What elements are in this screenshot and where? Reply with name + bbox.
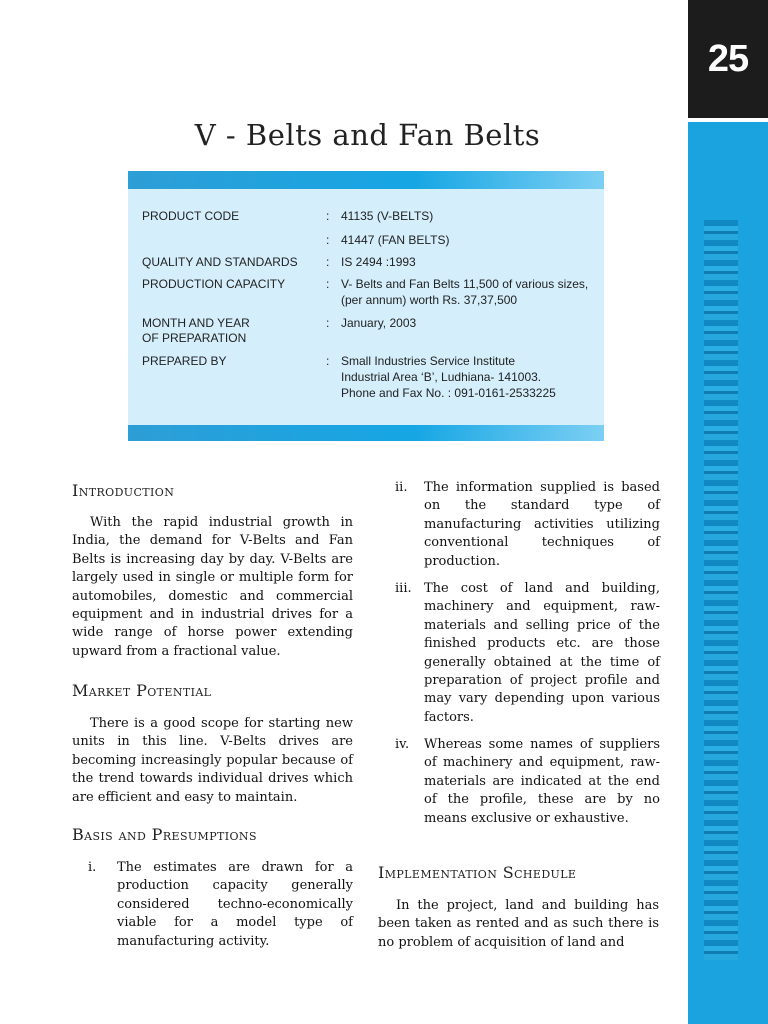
- info-value: IS 2494 :1993: [341, 255, 416, 269]
- list-number: ii.: [395, 480, 408, 495]
- implementation-heading: Implementation Schedule: [378, 863, 577, 882]
- info-colon: :: [326, 255, 330, 269]
- info-label: QUALITY AND STANDARDS: [142, 255, 298, 269]
- info-value: Phone and Fax No. : 091-0161-2533225: [341, 386, 556, 400]
- info-value: Industrial Area ‘B’, Ludhiana- 141003.: [341, 370, 542, 384]
- info-value: 41135 (V-BELTS): [341, 209, 434, 223]
- list-number: iv.: [395, 737, 410, 752]
- introduction-paragraph: With the rapid industrial growth in India, the demand for V-Belts and Fan Belts is increasing day by day. V-Belts are largely used in single or multiple form for automobiles, domestic and commercial equipment and in industrial drives for a wide range of horse power extending upward from a fractional value.: [72, 515, 353, 659]
- list-text: The cost of land and building, machinery and equipment, raw-materials and selling price of the finished products etc. are those generally obtained at the time of preparation of project profile and may vary depending upon various factors.: [424, 581, 660, 725]
- market-potential-heading: Market Potential: [72, 681, 212, 700]
- list-text: The estimates are drawn for a production capacity generally considered techno-economically viable for a model type of manufacturing activity.: [117, 860, 353, 949]
- basis-item-iv: [395, 736, 660, 848]
- info-colon: :: [326, 209, 330, 223]
- info-box-top-bar: [128, 171, 604, 189]
- info-value: V- Belts and Fan Belts 11,500 of various sizes,: [341, 277, 589, 291]
- info-value: January, 2003: [341, 316, 417, 330]
- info-value: 41447 (FAN BELTS): [341, 233, 450, 247]
- market-potential-paragraph: There is a good scope for starting new units in this line. V-Belts drives are becoming increasingly popular because of the trend towards individual drives which are efficient and easy to maintain.: [72, 716, 353, 805]
- info-box-bottom-bar: [128, 425, 604, 441]
- info-label: OF PREPARATION: [142, 331, 247, 345]
- page-title: V - Belts and Fan Belts: [194, 118, 541, 152]
- page-number: 25: [707, 38, 749, 80]
- info-colon: :: [326, 316, 330, 330]
- info-colon: :: [326, 233, 330, 247]
- basis-item-ii: [395, 479, 660, 571]
- info-colon: :: [326, 277, 330, 291]
- info-value: (per annum) worth Rs. 37,37,500: [341, 293, 518, 307]
- list-text: The information supplied is based on the standard type of manufacturing activities utilizing conventional techniques of production.: [424, 480, 660, 569]
- introduction-heading: Introduction: [72, 481, 175, 500]
- info-label: MONTH AND YEAR: [142, 316, 250, 330]
- info-label: PREPARED BY: [142, 354, 227, 368]
- list-number: i.: [88, 860, 97, 875]
- info-value: Small Industries Service Institute: [341, 354, 516, 368]
- list-number: iii.: [395, 581, 412, 596]
- side-pattern-graphic: [704, 220, 738, 960]
- implementation-paragraph: In the project, land and building has been taken as rented and as such there is no problem of acquisition of land and: [378, 898, 659, 950]
- basis-item-iii: [395, 580, 660, 730]
- info-label: PRODUCTION CAPACITY: [142, 277, 286, 291]
- info-colon: :: [326, 354, 330, 368]
- list-text: Whereas some names of suppliers of machinery and equipment, raw-materials are indicated at the end of the profile, these are by no means exclusive or exhaustive.: [424, 737, 660, 826]
- basis-heading: Basis and Presumptions: [72, 825, 257, 844]
- basis-item-i: [88, 859, 353, 949]
- info-label: PRODUCT CODE: [142, 209, 240, 223]
